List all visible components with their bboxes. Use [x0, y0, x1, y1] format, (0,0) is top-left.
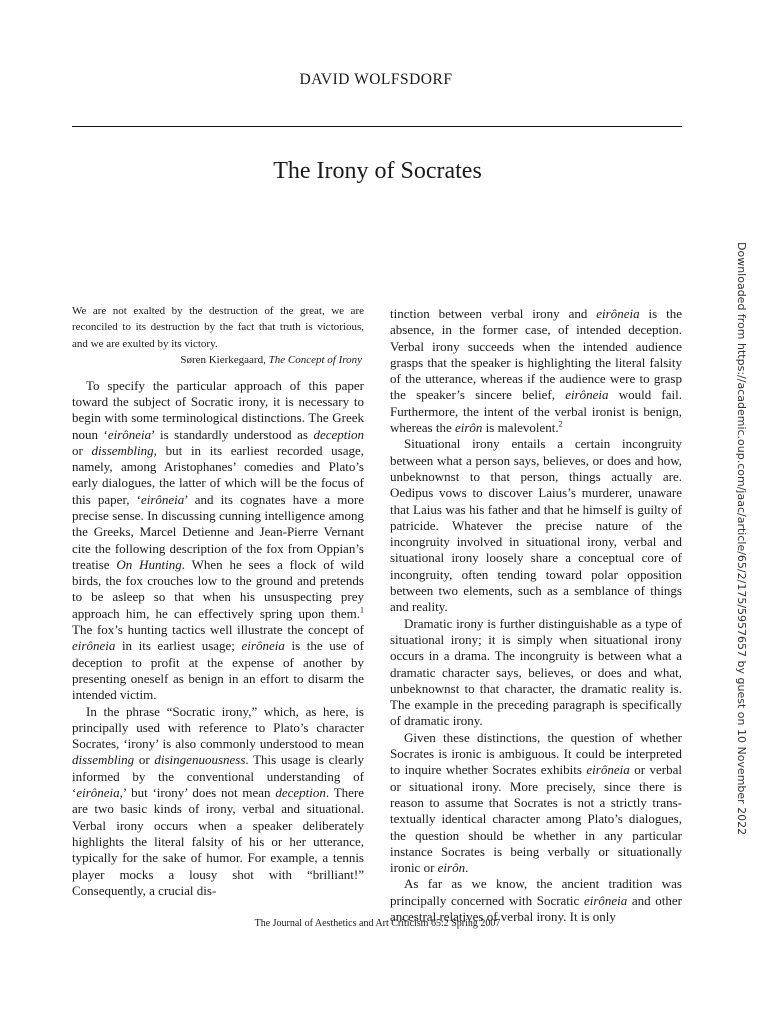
paragraph — [72, 704, 364, 900]
download-note[interactable]: Downloaded from https://academic.oup.com/jaac/article/65/2/175/5957657 by guest on 10 November 2022 — [735, 242, 748, 836]
text-run: Situational irony entails a certain incongruity between what a person says, believes, or does and how, unbeknownst to that person, things actually are. Oedipus vows to discover Laius’s murderer, unaware that Laius was his father and that he himself is guilty of patricide. Whatever the precise nature of the incongruity involved in situational irony, verbal and situational irony loosely share a conceptual core of incongruity, often tending toward polar opposition between two elements, such as a semblance of things and reality. — [390, 436, 682, 615]
italic-term: eirôneia — [596, 306, 640, 321]
italic-term: eirôn — [437, 860, 466, 876]
journal-footer: The Journal of Aesthetics and Art Criticism 65:2 Spring 2007 — [254, 918, 501, 929]
italic-term: eirôneia — [72, 638, 116, 654]
text-run: . There are two basic kinds of irony, verbal and situational. Verbal irony occurs when a speaker deliberately highlights the literal falsity of his or her utterance, typically for the sake of humor. For example, a tennis player mocks a lousy shot with “brilliant!” Consequently, a crucial dis- — [72, 785, 365, 898]
paragraph — [390, 730, 682, 877]
italic-term: deception — [275, 785, 326, 801]
text-run: To specify the particular approach of this paper toward the subject of Socratic irony, it is necessary to begin with some terminological distinctions. The Greek noun ‘ — [72, 377, 364, 442]
text-run: is the absence, in the former case, of intended deception. Verbal irony succeeds when the intended audience grasps that the speaker is highlighting the literal falsity of the utterance, whereas if the audience were to grasp the speaker’s sincere belief, — [390, 306, 682, 403]
text-run: would fail. Furthermore, the intent of the verbal ironist is benign, whereas the — [390, 387, 683, 436]
text-run: or — [72, 442, 92, 458]
text-run: ,’ but ‘irony’ does not mean — [119, 785, 276, 801]
italic-term: eirôneia — [76, 785, 120, 801]
text-run: . When he sees a flock of wild birds, the fox crouches low to the ground and pretends to be asleep so that when his unsuspecting prey approach him, he can effectively spring upon them. — [72, 556, 364, 621]
epigraph — [72, 303, 364, 369]
italic-term: eirôneia — [565, 387, 609, 403]
left-column — [72, 303, 364, 899]
italic-term: dissembling — [72, 752, 135, 768]
text-run: is the use of deception to profit at the expense of another by presenting oneself as benign in an effort to disarm the intended victim. — [72, 638, 364, 703]
right-column — [390, 306, 682, 925]
text-run: . This usage is clearly informed by the conventional understanding of ‘ — [72, 752, 364, 801]
header-rule — [72, 126, 682, 127]
text-run: The fox’s hunting tactics well illustrate the concept of — [72, 622, 364, 638]
text-run: in its earliest usage; — [115, 638, 242, 654]
italic-term: eirôneia — [241, 638, 285, 654]
text-run: Dramatic irony is further distinguishable as a type of situational irony; it is simply when situational irony occurs in a drama. The incongruity is between what a dramatic character says, believes, or does and what, unbeknownst to that character, the dramatic reality is. The example in the preceding paragraph is specifically of dramatic irony. — [390, 615, 682, 729]
text-run: In the phrase “Socratic irony,” which, as here, is principally used with reference to Plato’s character Socrates, ‘irony’ is also commonly understood to mean — [72, 703, 364, 752]
text-run: ’ is standardly understood as — [151, 426, 314, 442]
text-run: As far as we know, the ancient tradition was principally concerned with Socratic — [390, 876, 682, 908]
paragraph — [390, 306, 682, 436]
italic-term: On Hunting — [116, 556, 182, 572]
footnote-marker[interactable]: 2 — [558, 419, 563, 429]
text-run: is malevolent. — [482, 420, 559, 436]
epigraph-author: Søren Kierkegaard, — [180, 354, 266, 367]
running-head-author: DAVID WOLFSDORF — [299, 71, 453, 88]
epigraph-attribution — [72, 352, 364, 368]
italic-term: eirôn — [454, 420, 483, 436]
text-run: or — [134, 752, 155, 768]
text-run: ’ and its cognates have a more precise sense. In discussing cunning intelligence among the Greeks, Marcel Detienne and Jean-Pierre Vernant cite the following description of the fox from Oppian’s treatise — [72, 491, 364, 572]
italic-term: deception — [313, 426, 364, 442]
italic-term: eirôneia — [586, 762, 630, 778]
italic-term: eirôneia — [140, 491, 185, 507]
italic-term: eirôneia — [583, 892, 628, 908]
text-run: and other ancestral relatives of verbal irony. It is only — [390, 892, 682, 924]
paragraph — [390, 616, 682, 730]
article-title: The Irony of Socrates — [273, 158, 482, 184]
text-run: Given these distinctions, the question of whether Socrates is ironic is ambiguous. It could be interpreted to inquire whether Socrates exhibits — [390, 729, 682, 778]
footnote-marker[interactable]: 1 — [360, 605, 364, 615]
text-run: . — [465, 860, 469, 876]
epigraph-text: We are not exalted by the destruction of the great, we are reconciled to its destruction by the fact that truth is victorious, and we are exulted by its victory. — [72, 305, 364, 350]
paragraph — [390, 436, 682, 615]
text-run: , but in its earliest recorded usage, namely, among Aristophanes’ comedies and Plato’s early dialogues, the latter of which will be the focus of this paper, ‘ — [72, 442, 364, 507]
text-run: or verbal or situational irony. More precisely, since there is reason to assume that Socrates is not a strictly trans-textually identical character among Plato’s dialogues, the question should be whether in any particular instance Socrates is being verbally or situationally ironic or — [390, 762, 682, 876]
paragraph — [72, 378, 364, 704]
download-sidebar — [730, 242, 750, 836]
text-run: tinction between verbal irony and — [390, 306, 597, 321]
italic-term: disingenuousness — [154, 752, 246, 768]
italic-term: dissembling — [91, 442, 154, 458]
italic-term: eirôneia — [107, 426, 152, 442]
epigraph-work: The Concept of Irony — [268, 354, 362, 367]
